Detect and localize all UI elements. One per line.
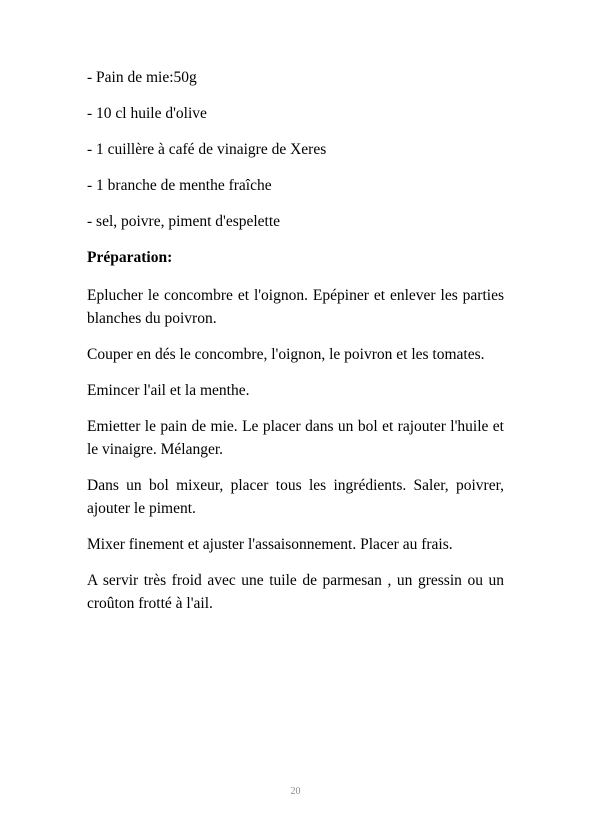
- ingredient-item: - 1 cuillère à café de vinaigre de Xeres: [87, 141, 327, 158]
- preparation-step: Dans un bol mixeur, placer tous les ingrédients. Saler, poivrer, ajouter le piment.: [87, 477, 504, 517]
- preparation-heading: Préparation:: [87, 249, 173, 266]
- preparation-step: Mixer finement et ajuster l'assaisonnement. Placer au frais.: [87, 536, 453, 553]
- preparation-step: Couper en dés le concombre, l'oignon, le poivron et les tomates.: [87, 346, 485, 363]
- preparation-step: Emietter le pain de mie. Le placer dans un bol et rajouter l'huile et le vinaigre. Mélanger.: [87, 418, 504, 458]
- ingredient-item: - Pain de mie:50g: [87, 69, 197, 86]
- preparation-step: A servir très froid avec une tuile de parmesan , un gressin ou un croûton frotté à l'ail.: [87, 572, 504, 612]
- preparation-step: Eplucher le concombre et l'oignon. Epépiner et enlever les parties blanches du poivron.: [87, 287, 504, 327]
- ingredient-item: - sel, poivre, piment d'espelette: [87, 213, 281, 230]
- ingredient-item: - 1 branche de menthe fraîche: [87, 177, 272, 194]
- page-number: 20: [290, 786, 301, 797]
- recipe-content: [87, 68, 504, 628]
- ingredient-item: - 10 cl huile d'olive: [87, 105, 207, 122]
- preparation-step: Emincer l'ail et la menthe.: [87, 382, 250, 399]
